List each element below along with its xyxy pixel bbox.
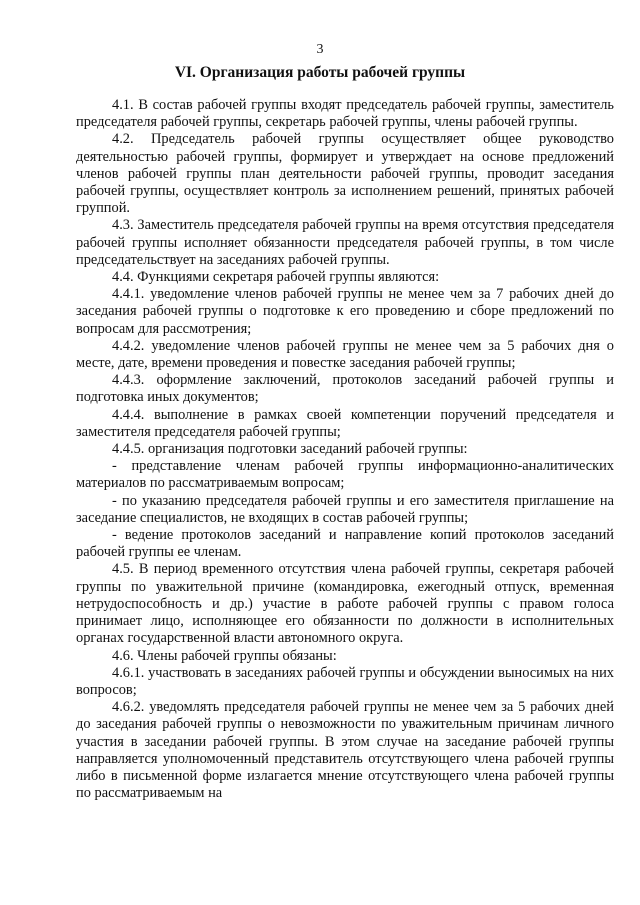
paragraph-4-1: 4.1. В состав рабочей группы входят председатель рабочей группы, заместитель председателя рабочей группы, секретарь рабочей группы, члены рабочей группы. [76, 97, 614, 131]
list-item-materials: - представление членам рабочей группы информационно-аналитических материалов по рассматриваемым вопросам; [76, 458, 614, 492]
paragraph-4-4-3: 4.4.3. оформление заключений, протоколов заседаний рабочей группы и подготовка иных документов; [76, 372, 614, 406]
paragraph-4-5: 4.5. В период временного отсутствия члена рабочей группы, секретаря рабочей группы по уважительной причине (командировка, ежегодный отпуск, временная нетрудоспособность и др.) участие в работе рабочей группы с правом голоса принимает лицо, исполняющее его обязанности по должности в исполнительных органах государственной власти автономного округа. [76, 561, 614, 647]
paragraph-4-3: 4.3. Заместитель председателя рабочей группы на время отсутствия председателя рабочей группы исполняет обязанности председателя рабочей группы, в том числе председательствует на заседаниях рабочей группы. [76, 217, 614, 268]
paragraph-4-4: 4.4. Функциями секретаря рабочей группы являются: [112, 269, 440, 286]
paragraph-4-6: 4.6. Члены рабочей группы обязаны: [112, 647, 337, 664]
section-title: VI. Организация работы рабочей группы [174, 64, 466, 81]
paragraph-4-6-2: 4.6.2. уведомлять председателя рабочей группы не менее чем за 5 рабочих дней до заседания рабочей группы о невозможности по уважительным причинам личного участия в заседании рабочей группы. В этом случае на заседание рабочей группы направляется уполномоченный представитель отсутствующего члена рабочей группы либо в письменной форме излагается мнение отсутствующего члена рабочей группы по рассматриваемым на [76, 699, 614, 802]
list-item-invite-specialists: - по указанию председателя рабочей группы и его заместителя приглашение на заседание специалистов, не входящих в состав рабочей группы; [76, 492, 614, 526]
paragraph-4-4-4: 4.4.4. выполнение в рамках своей компетенции поручений председателя и заместителя председателя рабочей группы; [76, 406, 614, 440]
list-item-protocols: - ведение протоколов заседаний и направление копий протоколов заседаний рабочей группы ее членам. [76, 527, 614, 561]
paragraph-4-2: 4.2. Председатель рабочей группы осуществляет общее руководство деятельностью рабочей группы, формирует и утверждает на основе предложений членов рабочей группы план деятельности рабочей группы, проводит заседания рабочей группы, осуществляет контроль за исполнением решений, принятых рабочей группой. [76, 131, 614, 217]
document-body [76, 97, 614, 802]
paragraph-4-4-2: 4.4.2. уведомление членов рабочей группы не менее чем за 5 рабочих дня о месте, дате, времени проведения и повестке заседания рабочей группы; [76, 337, 614, 372]
paragraph-4-4-1: 4.4.1. уведомление членов рабочей группы не менее чем за 7 рабочих дней до заседания рабочей группы о подготовке к его проведению и сборе предложений по вопросам для рассмотрения; [76, 286, 614, 337]
page-number: 3 [316, 42, 324, 57]
paragraph-4-6-1: 4.6.1. участвовать в заседаниях рабочей группы и обсуждении выносимых на них вопросов; [76, 664, 614, 698]
paragraph-4-4-5: 4.4.5. организация подготовки заседаний рабочей группы: [112, 441, 468, 458]
